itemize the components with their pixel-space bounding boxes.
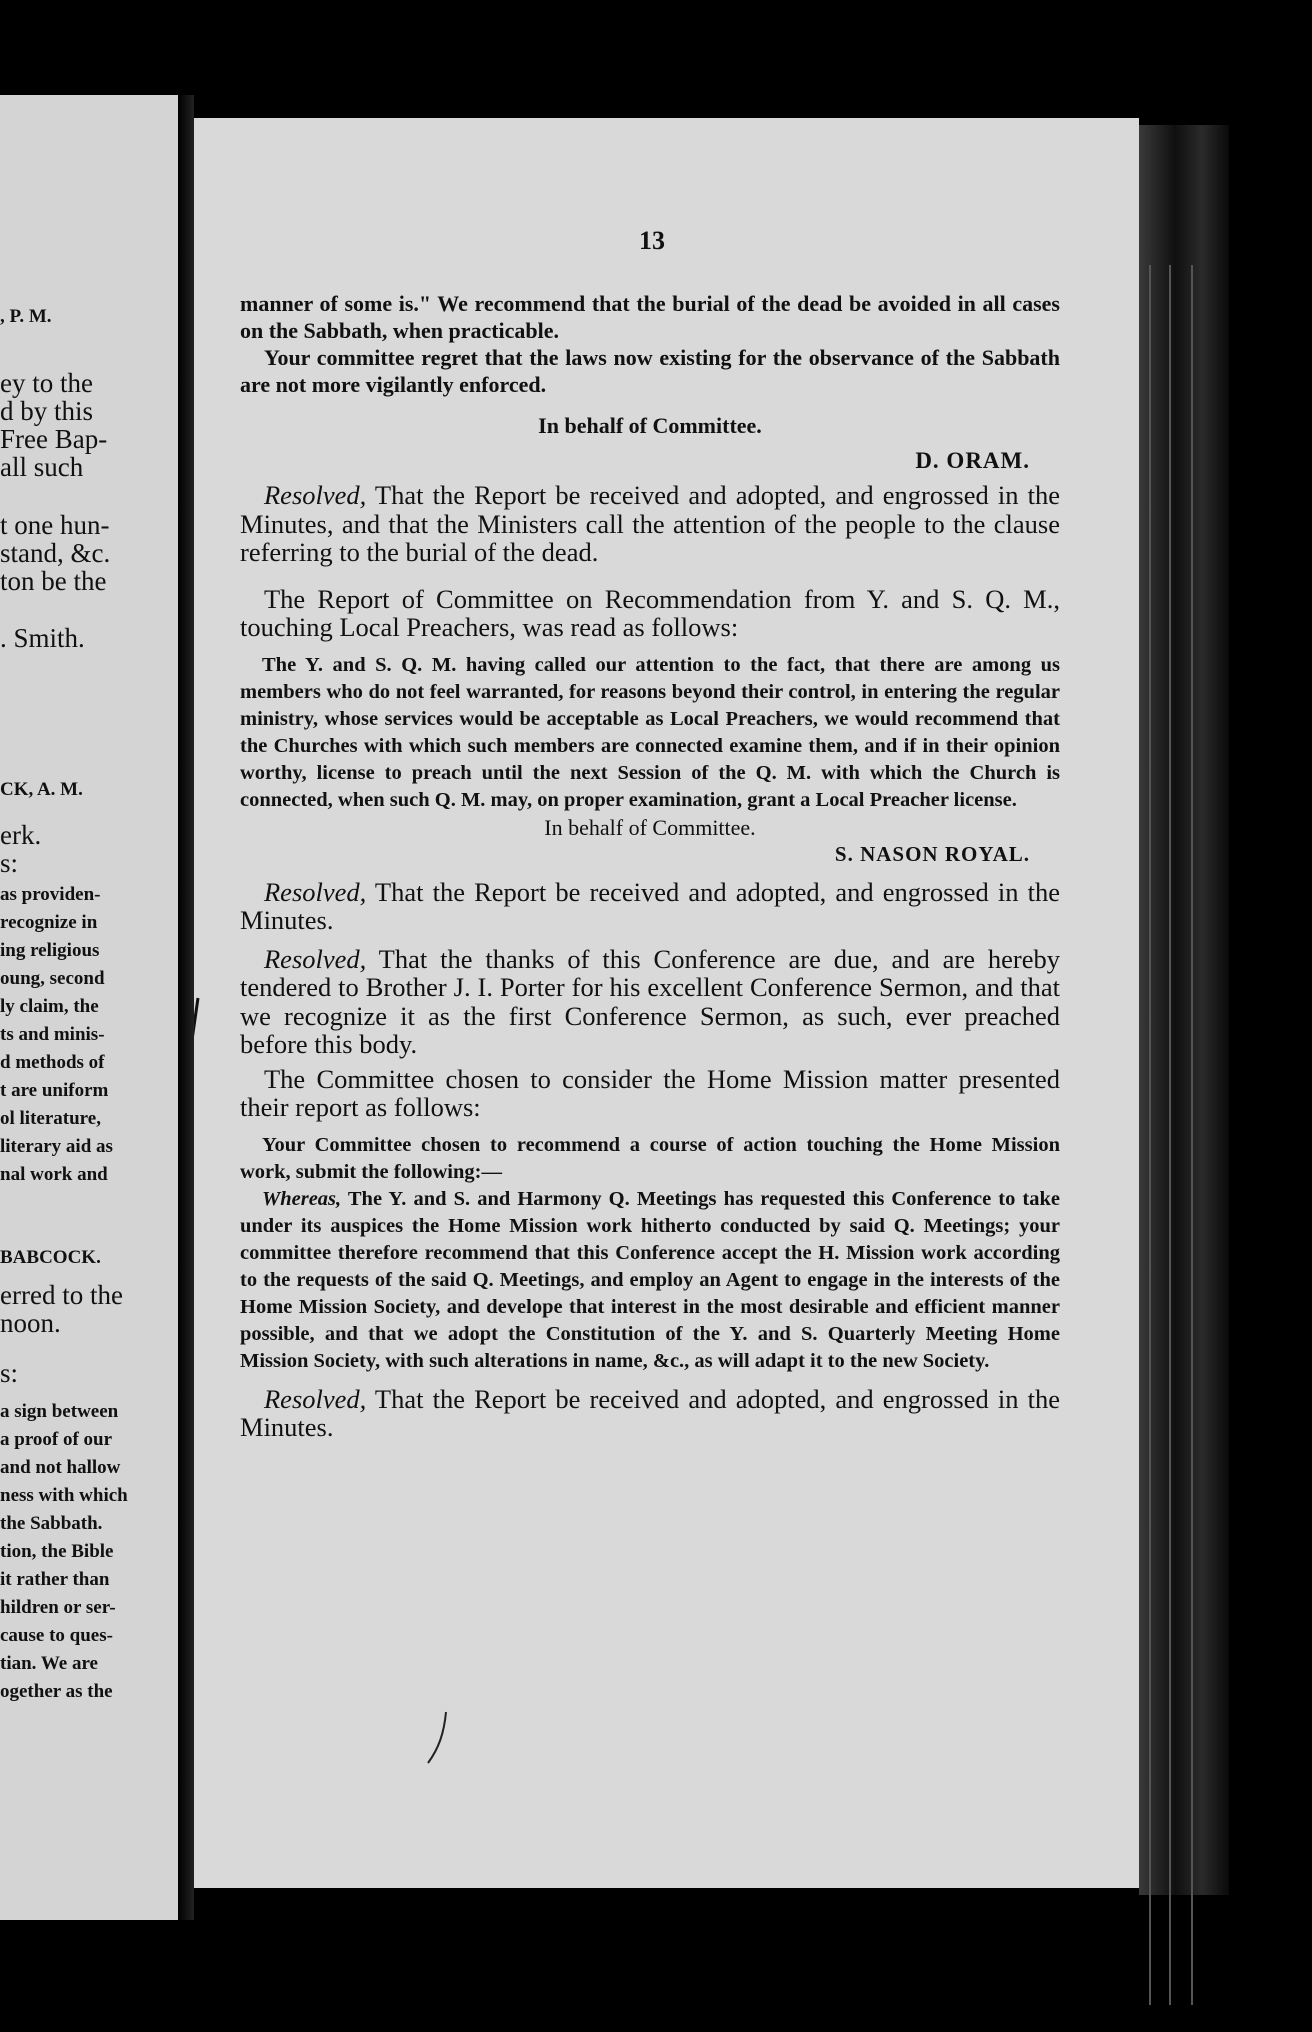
left-fragment: ness with which [0, 1485, 128, 1506]
report-body: The Y. and S. and Harmony Q. Meetings has requested this Conference to take under its auspices the Home Mission work hitherto conducted by said Q. Meetings; your committee therefore recommend that this Conference accept the H. Mission work according to the requests of the said Q. Meetings, and employ an Agent to engage in the interests of the Home Mission Society, and develope that interest in the most desirable and efficient manner possible, and that we adopt the Constitution of the Y. and S. Quarterly Meeting Home Mission Society, with such alterations in name, &c., as will adapt it to the new Society. [240, 1187, 1060, 1372]
resolution-text: That the Report be received and adopted, and engrossed in the Minutes, and that the Ministers call the attention of the people to the clause referring to the burial of the dead. [240, 480, 1060, 567]
book-page [194, 118, 1139, 1888]
resolved-label: Resolved, [264, 943, 367, 974]
resolution [240, 878, 1060, 935]
left-fragment: hildren or ser- [0, 1597, 116, 1618]
page-edge-line [1169, 265, 1171, 2005]
left-fragment: s: [0, 848, 19, 878]
left-fragment: t one hun- [0, 510, 110, 540]
page-body [240, 290, 1060, 1442]
page-edge-stack [1139, 125, 1229, 1895]
left-fragment: noon. [0, 1308, 61, 1338]
left-fragment: d by this [0, 396, 94, 426]
resolved-label: Resolved, [264, 480, 367, 510]
page-edge-line [1149, 265, 1151, 2005]
left-fragment: ing religious [0, 940, 100, 961]
signature-name: D. ORAM. [915, 447, 1030, 473]
resolved-label: Resolved, [264, 876, 367, 907]
left-fragment: Free Bap- [0, 424, 108, 454]
paragraph: The Committee chosen to consider the Home Mission matter presented their report as follows: [240, 1063, 1060, 1122]
paragraph: Your committee regret that the laws now existing for the observance of the Sabbath are not more vigilantly enforced. [240, 345, 1060, 397]
resolution [240, 945, 1060, 1059]
left-fragment: ts and minis- [0, 1024, 105, 1045]
left-fragment: ly claim, the [0, 996, 99, 1017]
resolution-text: That the thanks of this Conference are due, and are hereby tendered to Brother J. I. Porter for his excellent Conference Sermon, and that we recognize it as the first Conference Sermon, as such, ever preached before this body. [240, 943, 1060, 1059]
resolution-text: That the Report be received and adopted, and engrossed in the Minutes. [240, 1383, 1060, 1442]
left-fragment: erk. [0, 820, 42, 850]
left-fragment: nal work and [0, 1164, 108, 1185]
left-fragment: the Sabbath. [0, 1513, 103, 1534]
resolution [240, 1385, 1060, 1442]
left-fragment: a proof of our [0, 1429, 113, 1450]
left-fragment: it rather than [0, 1569, 110, 1590]
resolution [240, 481, 1060, 567]
page-edge-line [1191, 265, 1193, 2005]
paragraph: manner of some is." We recommend that the burial of the dead be avoided in all cases on the Sabbath, when practicable. [240, 291, 1060, 343]
resolution-text: That the Report be received and adopted, and engrossed in the Minutes. [240, 876, 1060, 935]
left-fragment: stand, &c. [0, 538, 111, 568]
left-fragment: all such [0, 452, 84, 482]
book-gutter [178, 95, 194, 1920]
left-fragment: s: [0, 1358, 19, 1388]
report-text: The Y. and S. Q. M. having called our attention to the fact, that there are among us members who do not feel warranted, for reasons beyond their control, in entering the regular ministry, whose services would be acceptable as Local Preachers, we would recommend that the Churches with which such members are connected examine them, and if in their opinion worthy, license to preach until the next Session of the Q. M. with which the Church is connected, when such Q. M. may, on proper examination, grant a Local Preacher license. [240, 653, 1060, 811]
left-fragment: a sign between [0, 1401, 119, 1422]
signature-line: In behalf of Committee. [538, 413, 762, 438]
facing-page-fragment [0, 95, 178, 1920]
left-fragment: , P. M. [0, 306, 52, 327]
left-fragment: oung, second [0, 968, 105, 989]
left-fragment: CK, A. M. [0, 779, 83, 800]
left-fragment: as providen- [0, 884, 101, 905]
left-fragment: literary aid as [0, 1136, 113, 1157]
left-fragment: t are uniform [0, 1080, 109, 1101]
whereas-label: Whereas, [262, 1187, 342, 1210]
left-fragment: ton be the [0, 566, 107, 596]
signature-line: In behalf of Committee. [544, 814, 756, 840]
left-fragment: ol literature, [0, 1108, 101, 1129]
left-fragment: tion, the Bible [0, 1541, 114, 1562]
signature-name: S. NASON ROYAL. [834, 841, 1030, 866]
left-fragment: ogether as the [0, 1681, 113, 1702]
stray-pencil-mark [424, 1708, 454, 1768]
page-number: 13 [639, 226, 665, 255]
left-fragment: d methods of [0, 1052, 105, 1073]
left-fragment: and not hallow [0, 1457, 121, 1478]
report-text: Your Committee chosen to recommend a course of action touching the Home Mission work, submit the following:— [240, 1133, 1060, 1183]
left-fragment: recognize in [0, 912, 98, 933]
left-fragment: ey to the [0, 368, 93, 398]
resolved-label: Resolved, [264, 1383, 367, 1414]
left-fragment: tian. We are [0, 1653, 98, 1674]
paragraph: The Report of Committee on Recommendation from Y. and S. Q. M., touching Local Preachers, was read as follows: [240, 583, 1060, 642]
left-fragment: erred to the [0, 1280, 123, 1310]
margin-pencil-mark [194, 858, 234, 1098]
report-text [240, 1186, 1060, 1375]
left-fragment: . Smith. [0, 623, 85, 653]
left-fragment: cause to ques- [0, 1625, 113, 1646]
left-fragment: BABCOCK. [0, 1247, 101, 1268]
